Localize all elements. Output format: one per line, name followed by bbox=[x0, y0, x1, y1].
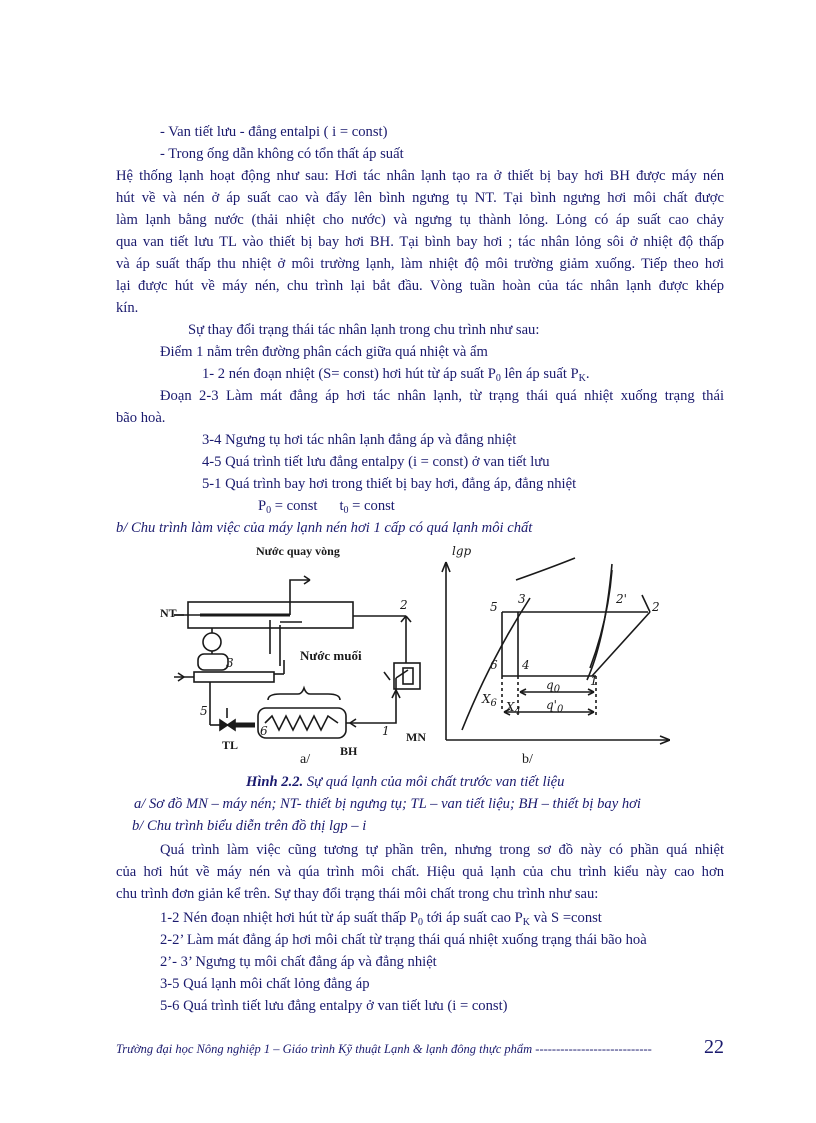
figure-legend-b: b/ Chu trình biểu diễn trên đồ thị lgp – i bbox=[132, 818, 367, 834]
subfig-b-label: b/ bbox=[522, 752, 533, 767]
nt-label: NT bbox=[160, 606, 177, 620]
x4-label: $X_4$ bbox=[506, 700, 521, 717]
diag-point-6: 6 bbox=[490, 658, 498, 672]
para2-line: chu trình đơn giản kể trên. Sự thay đổi trạng thái môi chất trong chu trình như sau: bbox=[116, 886, 599, 902]
diag-point-4: 4 bbox=[522, 658, 530, 672]
step-3-4: 3-4 Ngưng tụ hơi tác nhân lạnh đẳng áp và đẳng nhiệt bbox=[202, 432, 517, 448]
step-5-1: 5-1 Quá trình bay hơi trong thiết bị bay hơi, đẳng áp, đẳng nhiệt bbox=[202, 476, 577, 492]
para1-line: qua van tiết lưu TL vào thiết bị bay hơi BH. Tại bình bay hơi ; tác nhân lỏng sôi ở nhiệt độ thấp bbox=[116, 234, 724, 250]
point-3-label: 3 bbox=[226, 656, 234, 670]
point1: Điểm 1 nằm trên đường phân cách giữa quá nhiệt và ẩm bbox=[160, 344, 488, 360]
point-2-label: 2 bbox=[400, 598, 408, 612]
step2-1-2: 1-2 Nén đoạn nhiệt hơi hút từ áp suất thấp $P_0$ tới áp suất cao $P_K$ và S =const bbox=[160, 910, 602, 928]
step-2-3: Đoạn 2-3 Làm mát đẳng áp hơi tác nhân lạnh, từ trạng thái quá nhiệt xuống trạng thái bbox=[160, 388, 724, 404]
para2-line: của hơi hút về máy nén và qúa trình môi chất. Hiệu quả lạnh của chu trình kiểu này cao hơn bbox=[116, 864, 724, 880]
para1-line: kín. bbox=[116, 300, 139, 316]
page-footer bbox=[116, 1036, 724, 1064]
lgp-axis-label: lgp bbox=[452, 544, 472, 558]
assumption-throttle: - Van tiết lưu - đẳng entalpi ( i = const) bbox=[160, 124, 388, 140]
footer-text: Trường đại học Nông nghiệp 1 – Giáo trình Kỹ thuật Lạnh & lạnh đông thực phẩm ---------------------------- bbox=[116, 1042, 652, 1056]
mn-label: MN bbox=[406, 730, 426, 744]
step-4-5: 4-5 Quá trình tiết lưu đẳng entalpy (i = const) ở van tiết lưu bbox=[202, 454, 550, 470]
page-number: 22 bbox=[704, 1036, 724, 1058]
para2-line: Quá trình làm việc cũng tương tự phần trên, nhưng trong sơ đồ này có phần quá nhiệt bbox=[160, 842, 724, 858]
diag-point-2prime: 2' bbox=[616, 592, 627, 606]
point-1-label: 1 bbox=[382, 724, 390, 738]
tl-label: TL bbox=[222, 738, 239, 752]
figure-2-2 bbox=[150, 540, 670, 770]
lgp-i-diagram bbox=[442, 558, 670, 744]
section-b-heading: b/ Chu trình làm việc của máy lạnh nén hơi 1 cấp có quá lạnh môi chất bbox=[116, 520, 533, 536]
assumption-pipe: - Trong ống dẫn không có tổn thất áp suất bbox=[160, 146, 404, 162]
diag-point-1: 1 bbox=[590, 674, 598, 688]
diag-point-5: 5 bbox=[490, 600, 498, 614]
brine-label: Nước muối bbox=[300, 648, 362, 663]
para1-line: làm lạnh bằng nước (thải nhiệt cho nước) và ngưng tụ thành lỏng. Lỏng có áp suất cao chảy bbox=[116, 212, 724, 228]
const-line: $P_0$ = const $t_0$ = const bbox=[258, 498, 395, 516]
figure-caption: Hình 2.2. Sự quá lạnh của môi chất trước van tiết liệu bbox=[246, 774, 565, 790]
bh-label: BH bbox=[340, 744, 358, 758]
step2-2-2p: 2-2’ Làm mát đẳng áp hơi môi chất từ trạng thái quá nhiệt xuống trạng thái bão hoà bbox=[160, 932, 647, 948]
para1-line: lại được hút về máy nén, chu trình lại bắt đầu. Vòng tuần hoàn của tác nhân lạnh được khép bbox=[116, 278, 724, 294]
q0-prime-label: $q'_0$ bbox=[546, 698, 564, 715]
subfig-a-label: a/ bbox=[300, 752, 311, 767]
para1-line: và áp suất thấp thu nhiệt ở môi trường lạnh, làm nhiệt độ môi trường giảm xuống. Tiếp theo hơi bbox=[116, 256, 724, 272]
step-1-2: 1- 2 nén đoạn nhiệt (S= const) hơi hút từ áp suất $P_0$ lên áp suất $P_K$. bbox=[202, 366, 590, 384]
step2-2p-3p: 2’- 3’ Ngưng tụ môi chất đẳng áp và đẳng nhiệt bbox=[160, 954, 437, 970]
diag-point-2: 2 bbox=[652, 600, 660, 614]
point-6-label: 6 bbox=[260, 724, 268, 738]
step2-3-5: 3-5 Quá lạnh môi chất lỏng đẳng áp bbox=[160, 976, 370, 992]
q0-label: $q_0$ bbox=[546, 678, 561, 695]
water-loop-label: Nước quay vòng bbox=[256, 544, 340, 558]
para1-line: Hệ thống lạnh hoạt động như sau: Hơi tác nhân lạnh tạo ra ở thiết bị bay hơi BH được máy nén bbox=[116, 168, 724, 184]
point-5-label: 5 bbox=[200, 704, 208, 718]
figure-legend-a: a/ Sơ đồ MN – máy nén; NT- thiết bị ngưng tụ; TL – van tiết liệu; BH – thiết bị bay hơi bbox=[134, 796, 641, 812]
change-intro: Sự thay đổi trạng thái tác nhân lạnh trong chu trình như sau: bbox=[188, 322, 540, 338]
x6-label: $X_6$ bbox=[482, 692, 497, 709]
para1-line: hút về và nén ở áp suất cao và đẩy lên bình ngưng tụ NT. Tại bình ngưng hơi môi chất được bbox=[116, 190, 724, 206]
step-2-3-cont: bão hoà. bbox=[116, 410, 166, 426]
step2-5-6: 5-6 Quá trình tiết lưu đẳng entalpy ở van tiết lưu (i = const) bbox=[160, 998, 508, 1014]
diag-point-3: 3 bbox=[518, 592, 526, 606]
